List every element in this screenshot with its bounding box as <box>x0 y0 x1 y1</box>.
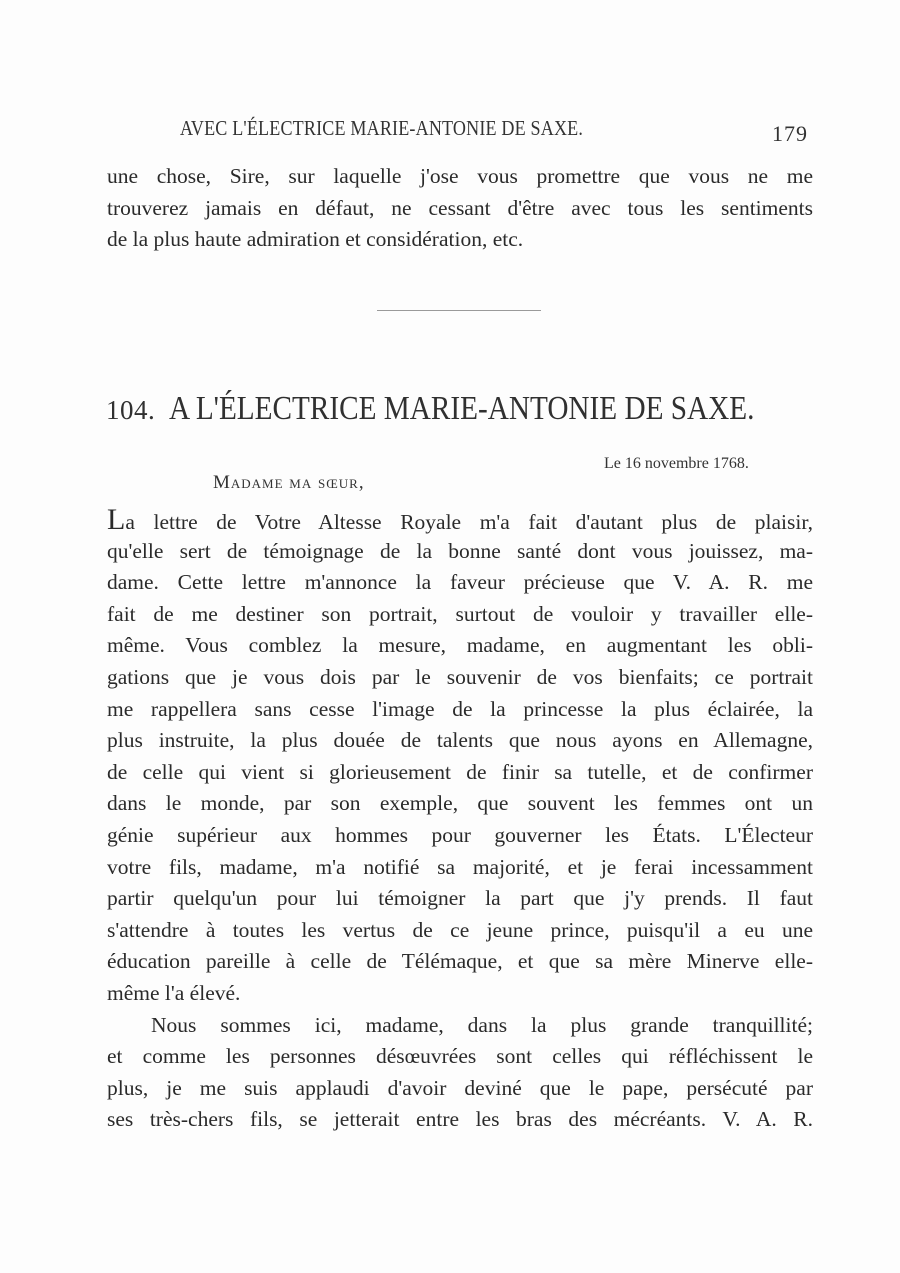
text-line: La lettre de Votre Altesse Royale m'a fait d'autant plus de plaisir, <box>107 503 813 536</box>
text-line: éducation pareille à celle de Télémaque, et que sa mère Minerve elle- <box>107 949 813 974</box>
continuation-text <box>107 161 813 256</box>
salutation: Madame ma sœur, <box>213 472 365 493</box>
text-line: qu'elle sert de témoignage de la bonne santé dont vous jouissez, ma- <box>107 538 813 563</box>
letter-number: 104. <box>106 395 156 425</box>
text-line: ses très-chers fils, se jetterait entre les bras des mécréants. V. A. R. <box>107 1107 813 1132</box>
text-line: et comme les personnes désœuvrées sont celles qui réfléchissent le <box>107 1044 813 1069</box>
text-line: de la plus haute admiration et considération, etc. <box>107 227 524 252</box>
text-line: fait de me destiner son portrait, surtout de vouloir y travailler elle- <box>107 601 813 626</box>
text-line: même. Vous comblez la mesure, madame, en augmentant les obli- <box>107 633 813 658</box>
text-line: s'attendre à toutes les vertus de ce jeune prince, puisqu'il a eu une <box>107 917 813 942</box>
text-line: me rappellera sans cesse l'image de la princesse la plus éclairée, la <box>107 696 813 721</box>
letter-date: Le 16 novembre 1768. <box>604 455 749 472</box>
text-line: dame. Cette lettre m'annonce la faveur précieuse que V. A. R. me <box>107 570 813 595</box>
drop-cap: L <box>107 503 126 536</box>
letter-title: A L'ÉLECTRICE MARIE-ANTONIE DE SAXE. <box>169 390 755 427</box>
text-line: votre fils, madame, m'a notifié sa majorité, et je ferai incessamment <box>107 854 813 879</box>
text-line: une chose, Sire, sur laquelle j'ose vous promettre que vous ne me <box>107 164 813 188</box>
text-line: plus instruite, la plus douée de talents que nous ayons en Allemagne, <box>107 728 813 753</box>
text-line: partir quelqu'un pour lui témoigner la part que j'y prends. Il faut <box>107 886 813 911</box>
text-line: gations que je vous dois par le souvenir de vos bienfaits; ce portrait <box>107 664 813 689</box>
text-line: dans le monde, par son exemple, que souvent les femmes ont un <box>107 791 813 816</box>
text-line: de celle qui vient si glorieusement de finir sa tutelle, et de confirmer <box>107 759 813 784</box>
text-line: même l'a élevé. <box>107 980 241 1005</box>
section-divider <box>377 310 541 311</box>
letter-body <box>107 504 813 1136</box>
letter-heading <box>106 390 811 428</box>
page-number: 179 <box>772 121 808 146</box>
text-line: trouverez jamais en défaut, ne cessant d'être avec tous les sentiments <box>107 195 813 220</box>
text-line: Nous sommes ici, madame, dans la plus grande tranquillité; <box>151 1012 813 1037</box>
text-line: plus, je me suis applaudi d'avoir deviné que le pape, persécuté par <box>107 1075 813 1100</box>
text-line: génie supérieur aux hommes pour gouverner les États. L'Électeur <box>107 822 813 847</box>
running-head: AVEC L'ÉLECTRICE MARIE-ANTONIE DE SAXE. <box>180 116 584 140</box>
